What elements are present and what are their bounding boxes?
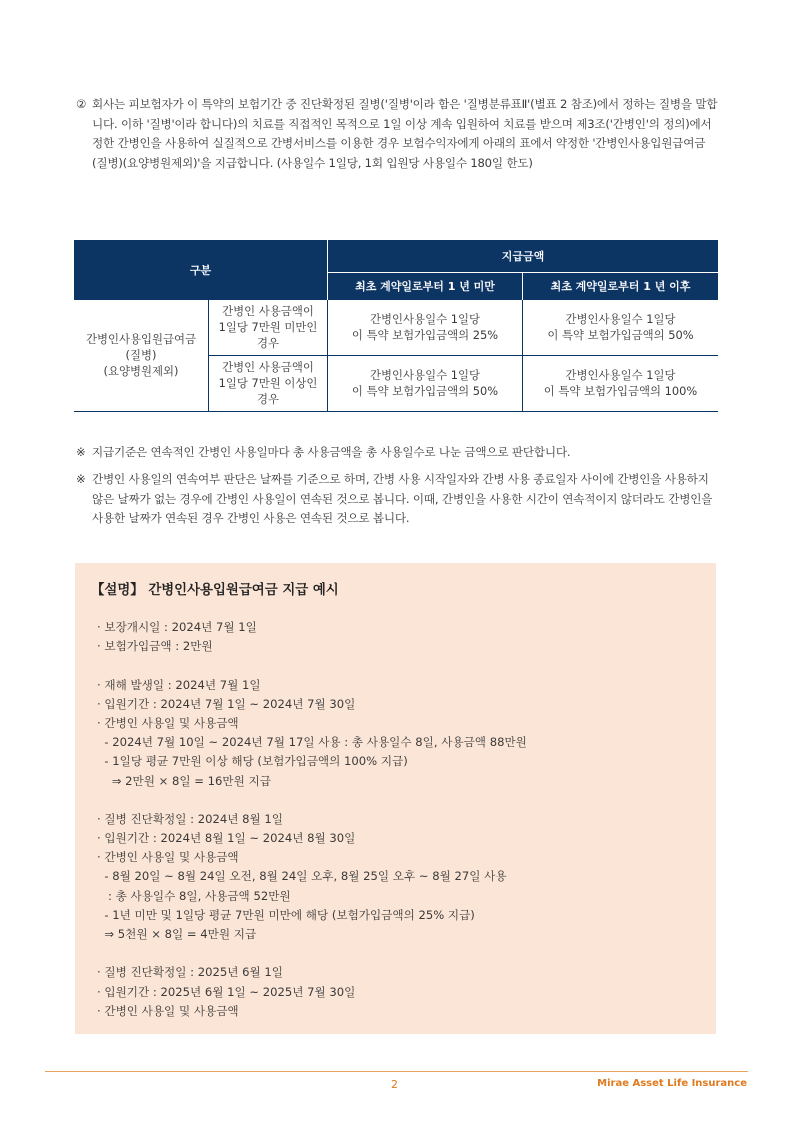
example-line: ⇒ 2만원 × 8일 = 16만원 지급	[97, 773, 271, 788]
row-after-1yr-value: 간병인사용일수 1일당 이 특약 보험가입금액의 50%	[523, 300, 719, 355]
footer-divider	[45, 1071, 748, 1072]
example-line: - 1일당 평균 7만원 이상 해당 (보험가입금액의 100% 지급)	[97, 754, 408, 769]
note-mark: ※	[76, 445, 86, 459]
example-lines	[97, 618, 527, 1021]
example-line: · 입원기간 : 2024년 8월 1일 ~ 2024년 8월 30일	[97, 831, 356, 846]
clause-number: ②	[76, 97, 87, 111]
example-line: · 입원기간 : 2024년 7월 1일 ~ 2024년 7월 30일	[97, 696, 356, 711]
example-line: · 간병인 사용일 및 사용금액	[97, 1003, 239, 1018]
note-text: 간병인 사용일의 연속여부 판단은 날짜를 기준으로 하며, 간병 사용 시작일자와 간병 사용 종료일자 사이에 간병인을 사용하지 않은 날짜가 없는 경우에 간병인 사용일이 연속된 것으로 봅니다. 이때, 간병인을 사용한 시간이 연속적이지 않더라도 간병인을 사용한 날짜가 연속된 경우 간병인 사용은 연속된 것으로 봅니다.	[92, 472, 713, 525]
example-line: ⇒ 5천원 × 8일 = 4만원 지급	[97, 927, 257, 941]
example-line: · 재해 발생일 : 2024년 7월 1일	[97, 677, 261, 692]
example-line: · 보장개시일 : 2024년 7월 1일	[97, 620, 257, 634]
note-item	[76, 470, 722, 529]
example-line	[97, 944, 527, 963]
example-line: - 8월 20일 ~ 8월 24일 오전, 8월 24일 오후, 8월 25일 오후 ~ 8월 27일 사용	[97, 869, 507, 884]
page-number: 2	[391, 1078, 398, 1091]
example-line: · 입원기간 : 2025년 6월 1일 ~ 2025년 7월 30일	[97, 984, 356, 999]
clause-paragraph	[76, 95, 720, 173]
example-line: - 1년 미만 및 1일당 평균 7만원 미만에 해당 (보험가입금액의 25% 지급)	[97, 907, 475, 922]
header-payment: 지급금액	[328, 240, 719, 272]
example-line: · 간병인 사용일 및 사용금액	[97, 850, 239, 865]
example-line	[97, 656, 527, 675]
example-line: · 간병인 사용일 및 사용금액	[97, 715, 239, 730]
example-title: 【설명】 간병인사용입원급여금 지급 예시	[91, 583, 339, 598]
example-line: · 질병 진단확정일 : 2024년 8월 1일	[97, 811, 283, 826]
row-condition: 간병인 사용금액이 1일당 7만원 이상인 경우	[209, 355, 328, 411]
note-item	[76, 443, 722, 463]
example-line: : 총 사용일수 8일, 사용금액 52만원	[97, 888, 291, 903]
header-under-1yr: 최초 계약일로부터 1 년 미만	[328, 272, 523, 300]
brand-name: Mirae Asset Life Insurance	[597, 1078, 747, 1089]
row-under-1yr-value: 간병인사용일수 1일당 이 특약 보험가입금액의 25%	[328, 300, 523, 355]
note-mark: ※	[76, 472, 86, 486]
row-under-1yr-value: 간병인사용일수 1일당 이 특약 보험가입금액의 50%	[328, 355, 523, 411]
example-line: · 보험가입금액 : 2만원	[97, 639, 213, 654]
header-after-1yr: 최초 계약일로부터 1 년 이후	[523, 272, 719, 300]
clause-text: 회사는 피보험자가 이 특약의 보험기간 중 진단확정된 질병('질병'이라 함은 '질병분류표Ⅱ'(별표 2 참조)에서 정하는 질병을 말합니다. 이하 '질병'이라 합니다)의 치료를 직접적인 목적으로 1일 이상 계속 입원하여 치료를 받으며 제3조('간병인'의 정의)에서 정한 간병인을 사용하여 실질적으로 간병서비스를 이용한 경우 보험수익자에게 아래의 표에서 약정한 '간병인사용입원급여금(질병)(요양병원제외)'을 지급합니다. (사용일수 1일당, 1회 입원당 사용일수 180일 한도)	[92, 97, 718, 170]
example-box	[75, 563, 716, 1034]
note-text: 지급기준은 연속적인 간병인 사용일마다 총 사용금액을 총 사용일수로 나눈 금액으로 판단합니다.	[92, 445, 571, 459]
row-condition: 간병인 사용금액이 1일당 7만원 미만인 경우	[209, 300, 328, 355]
row-group-label: 간병인사용입원급여금 (질병) (요양병원제외)	[74, 300, 209, 411]
header-category: 구분	[74, 240, 328, 300]
example-line	[97, 791, 527, 810]
example-line: · 질병 진단확정일 : 2025년 6월 1일	[97, 965, 283, 980]
benefit-table	[74, 240, 718, 412]
example-line: - 2024년 7월 10일 ~ 2024년 7월 17일 사용 : 총 사용일수 8일, 사용금액 88만원	[97, 735, 527, 750]
row-after-1yr-value: 간병인사용일수 1일당 이 특약 보험가입금액의 100%	[523, 355, 719, 411]
